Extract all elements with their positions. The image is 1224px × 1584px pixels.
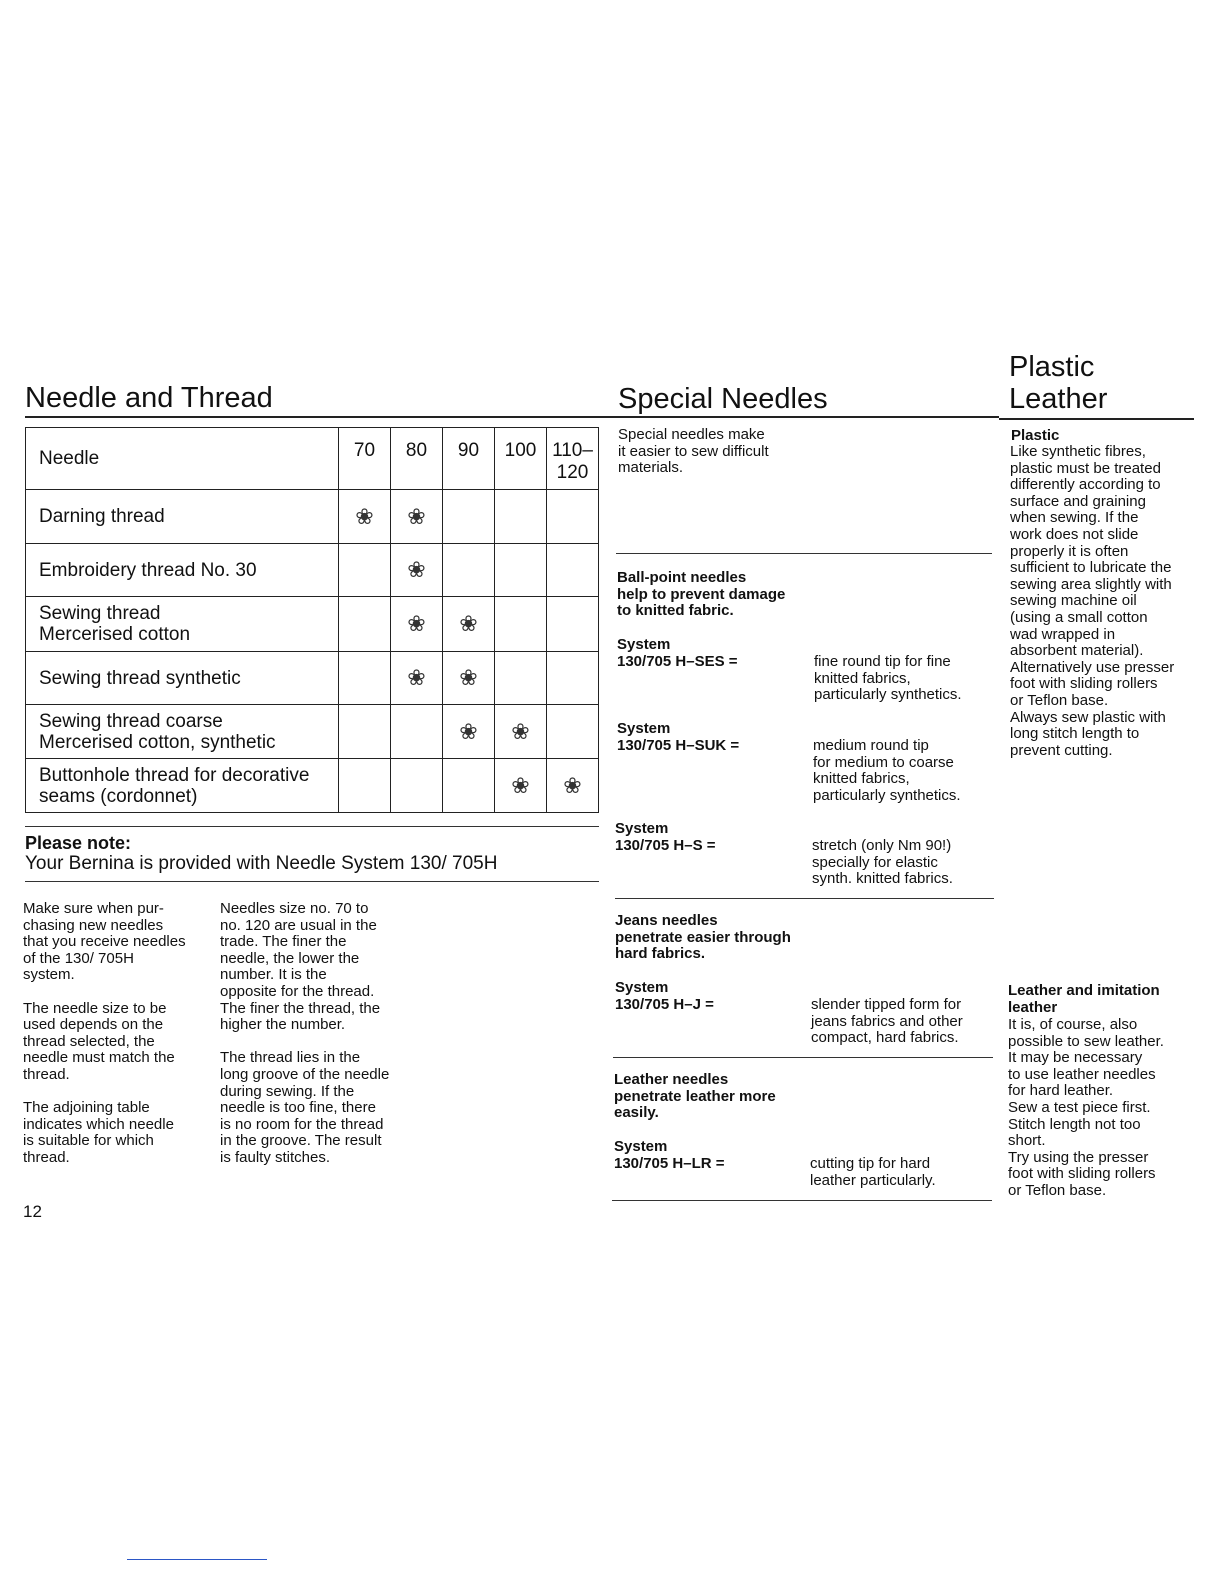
thread-reel-icon: ❀ bbox=[547, 759, 599, 813]
empty-cell bbox=[339, 705, 391, 759]
title-rule-middle bbox=[599, 416, 999, 418]
special-needles-title: Special Needles bbox=[618, 383, 828, 415]
empty-cell bbox=[547, 544, 599, 597]
empty-cell bbox=[443, 544, 495, 597]
empty-cell bbox=[495, 652, 547, 705]
system-ses-desc: fine round tip for fine knitted fabrics, particularly synthetics. bbox=[814, 653, 962, 704]
empty-cell bbox=[495, 490, 547, 544]
empty-cell bbox=[391, 759, 443, 813]
size-90: 90 bbox=[443, 428, 495, 490]
thread-reel-icon: ❀ bbox=[443, 597, 495, 652]
left-text-col1: Make sure when pur- chasing new needles that you receive needles of the 130/ 705H system. The needle size to be used depends on the thread selected, the needle must match the thread. The adjoining table indicates which needle is suitable for which thread. bbox=[23, 900, 186, 1166]
leather-heading: Leather and imitation leather bbox=[1008, 982, 1160, 1016]
empty-cell bbox=[547, 490, 599, 544]
row-label: Sewing thread coarse Mercerised cotton, synthetic bbox=[26, 705, 339, 759]
system-j-desc: slender tipped form for jeans fabrics and other compact, hard fabrics. bbox=[811, 996, 963, 1047]
jeans-heading: Jeans needles penetrate easier through hard fabrics. bbox=[615, 912, 791, 963]
empty-cell bbox=[339, 597, 391, 652]
system-lr-label: System 130/705 H–LR = bbox=[614, 1138, 725, 1172]
leather-needles-heading: Leather needles penetrate leather more easily. bbox=[614, 1071, 776, 1122]
table-row bbox=[26, 705, 599, 759]
empty-cell bbox=[495, 597, 547, 652]
needle-thread-table bbox=[25, 427, 599, 813]
empty-cell bbox=[391, 705, 443, 759]
plastic-leather-title: Plastic Leather bbox=[1009, 351, 1108, 415]
page-number: 12 bbox=[23, 1202, 42, 1221]
note-title: Please note: bbox=[25, 833, 132, 853]
title-rule-right bbox=[999, 418, 1194, 420]
note-text: Your Bernina is provided with Needle System 130/ 705H bbox=[25, 853, 498, 874]
plastic-heading: Plastic bbox=[1011, 427, 1060, 444]
empty-cell bbox=[495, 544, 547, 597]
thread-reel-icon: ❀ bbox=[339, 490, 391, 544]
empty-cell bbox=[547, 597, 599, 652]
empty-cell bbox=[547, 705, 599, 759]
thread-reel-icon: ❀ bbox=[391, 597, 443, 652]
empty-cell bbox=[547, 652, 599, 705]
table-header-row bbox=[26, 428, 599, 490]
size-70: 70 bbox=[339, 428, 391, 490]
left-text-col2: Needles size no. 70 to no. 120 are usual in the trade. The finer the needle, the lower the number. It is the opposite for the thread. The finer the thread, the higher the number. The thread lies in the long groove of the needle during sewing. If the needle is too fine, there is no room for the thread in the groove. The result is faulty stitches. bbox=[220, 900, 390, 1166]
section-rule bbox=[613, 1057, 993, 1058]
note-rule-top bbox=[25, 826, 599, 827]
system-j-label: System 130/705 H–J = bbox=[615, 979, 714, 1013]
size-100: 100 bbox=[495, 428, 547, 490]
leather-text: It is, of course, also possible to sew leather. It may be necessary to use leather needles for hard leather. Sew a test piece first. Stitch length not too short. Try using the presser foot with sliding rollers or Teflon base. bbox=[1008, 1016, 1164, 1199]
thread-reel-icon: ❀ bbox=[495, 759, 547, 813]
empty-cell bbox=[339, 759, 391, 813]
empty-cell bbox=[443, 759, 495, 813]
system-lr-desc: cutting tip for hard leather particularly. bbox=[810, 1155, 936, 1189]
table-row bbox=[26, 544, 599, 597]
ballpoint-heading: Ball-point needles help to prevent damage to knitted fabric. bbox=[617, 569, 786, 620]
empty-cell bbox=[339, 544, 391, 597]
row-label: Embroidery thread No. 30 bbox=[26, 544, 339, 597]
thread-reel-icon: ❀ bbox=[391, 544, 443, 597]
table-row bbox=[26, 597, 599, 652]
system-suk-desc: medium round tip for medium to coarse knitted fabrics, particularly synthetics. bbox=[813, 737, 961, 804]
system-suk-label: System 130/705 H–SUK = bbox=[617, 720, 740, 754]
row-label: Buttonhole thread for decorative seams (cordonnet) bbox=[26, 759, 339, 813]
needle-header: Needle bbox=[26, 428, 339, 490]
section-rule bbox=[616, 553, 992, 554]
thread-reel-icon: ❀ bbox=[391, 652, 443, 705]
plastic-text: Like synthetic fibres, plastic must be treated differently according to surface and graining when sewing. If the work does not slide properly it is often sufficient to lubricate the sewing area slightly with sewing machine oil (using a small cotton wad wrapped in absorbent material). Alternatively use presser foot with sliding rollers or Teflon base. Always sew plastic with long stitch length to prevent cutting. bbox=[1010, 443, 1175, 759]
table-row bbox=[26, 652, 599, 705]
section-rule bbox=[615, 898, 994, 899]
empty-cell bbox=[443, 490, 495, 544]
thread-reel-icon: ❀ bbox=[443, 652, 495, 705]
size-110-120: 110– 120 bbox=[547, 428, 599, 490]
system-s-desc: stretch (only Nm 90!) specially for elastic synth. knitted fabrics. bbox=[812, 837, 953, 888]
row-label: Darning thread bbox=[26, 490, 339, 544]
special-needles-intro: Special needles make it easier to sew difficult materials. bbox=[618, 426, 769, 477]
row-label: Sewing thread synthetic bbox=[26, 652, 339, 705]
table-row bbox=[26, 490, 599, 544]
table-row bbox=[26, 759, 599, 813]
system-s-label: System 130/705 H–S = bbox=[615, 820, 716, 854]
note-rule-bottom bbox=[25, 881, 599, 882]
empty-cell bbox=[339, 652, 391, 705]
thread-reel-icon: ❀ bbox=[391, 490, 443, 544]
thread-reel-icon: ❀ bbox=[495, 705, 547, 759]
footer-link-underline bbox=[127, 1559, 267, 1560]
needle-thread-title: Needle and Thread bbox=[25, 382, 273, 414]
system-ses-label: System 130/705 H–SES = bbox=[617, 636, 738, 670]
size-80: 80 bbox=[391, 428, 443, 490]
thread-reel-icon: ❀ bbox=[443, 705, 495, 759]
section-rule bbox=[612, 1200, 992, 1201]
row-label: Sewing thread Mercerised cotton bbox=[26, 597, 339, 652]
title-rule-left bbox=[25, 416, 599, 418]
